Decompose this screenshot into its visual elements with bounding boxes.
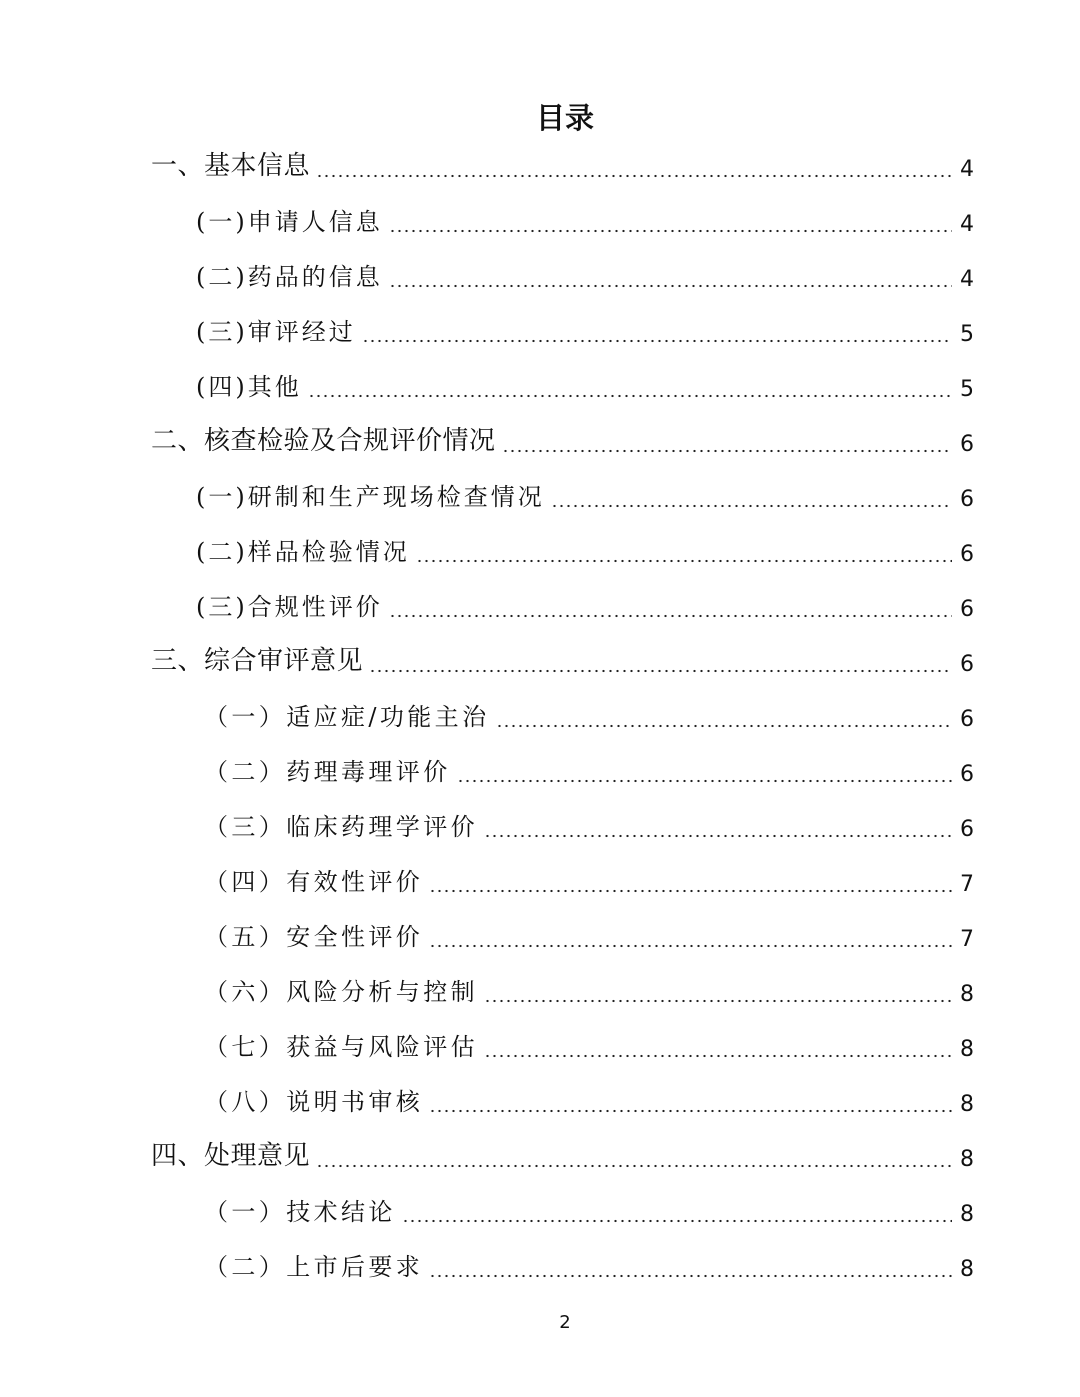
dot-leader — [457, 779, 952, 783]
toc-entry-label: （二）药理毒理评价 — [204, 758, 451, 786]
dot-leader — [362, 339, 952, 343]
toc-entry-page-number: 7 — [960, 872, 974, 897]
toc-entry-label: (一)申请人信息 — [196, 208, 383, 236]
toc-entry-page-number: 8 — [960, 1202, 974, 1227]
toc-entry-page-number: 5 — [960, 377, 974, 402]
toc-entry-label: （六）风险分析与控制 — [204, 978, 478, 1006]
page-number-footer: 2 — [559, 1312, 571, 1333]
toc-entry-page-number: 8 — [960, 982, 974, 1007]
toc-entry-subsection[interactable] — [0, 910, 1080, 964]
toc-entry-subsection[interactable] — [0, 1185, 1080, 1239]
toc-entry-page-number: 6 — [960, 762, 974, 787]
toc-entry-page-number: 6 — [960, 707, 974, 732]
dot-leader — [308, 394, 952, 398]
toc-entry-label: (四)其他 — [196, 373, 302, 401]
toc-entry-label: (三)合规性评价 — [196, 593, 383, 621]
toc-entry-subsection[interactable] — [0, 800, 1080, 854]
dot-leader — [496, 724, 953, 728]
toc-entry-page-number: 8 — [960, 1257, 974, 1282]
toc-entry-page-number: 4 — [960, 157, 974, 182]
dot-leader — [402, 1219, 952, 1223]
toc-entry-subsection[interactable] — [0, 250, 1080, 304]
dot-leader — [389, 229, 952, 233]
toc-entry-page-number: 4 — [960, 267, 974, 292]
toc-entry-section-4[interactable] — [0, 1130, 1080, 1184]
dot-leader — [484, 1054, 952, 1058]
toc-entry-label: 二、核查检验及合规评价情况 — [151, 426, 496, 456]
toc-entry-label: （四）有效性评价 — [204, 868, 424, 896]
toc-entry-label: (二)药品的信息 — [196, 263, 383, 291]
page-title: 目录 — [535, 101, 594, 135]
toc-entry-subsection[interactable] — [0, 195, 1080, 249]
toc-entry-page-number: 6 — [960, 597, 974, 622]
dot-leader — [389, 284, 952, 288]
toc-entry-page-number: 6 — [960, 432, 974, 457]
toc-entry-page-number: 5 — [960, 322, 974, 347]
toc-entry-section-1[interactable] — [0, 140, 1080, 194]
toc-entry-page-number: 6 — [960, 487, 974, 512]
toc-entry-label: （一）技术结论 — [204, 1198, 396, 1226]
toc-entry-label: （八）说明书审核 — [204, 1088, 424, 1116]
toc-entry-page-number: 4 — [960, 212, 974, 237]
toc-entry-page-number: 6 — [960, 817, 974, 842]
toc-entry-subsection[interactable] — [0, 1240, 1080, 1294]
toc-entry-section-3[interactable] — [0, 635, 1080, 689]
toc-entry-page-number: 8 — [960, 1092, 974, 1117]
dot-leader — [316, 174, 952, 178]
toc-entry-subsection[interactable] — [0, 470, 1080, 524]
dot-leader — [484, 834, 952, 838]
dot-leader — [502, 449, 952, 453]
toc-entry-label: （七）获益与风险评估 — [204, 1033, 478, 1061]
toc-entry-label: （五）安全性评价 — [204, 923, 424, 951]
toc-entry-page-number: 6 — [960, 542, 974, 567]
dot-leader — [551, 504, 952, 508]
toc-entry-subsection[interactable] — [0, 360, 1080, 414]
toc-entry-label: （三）临床药理学评价 — [204, 813, 478, 841]
toc-entry-label: (三)审评经过 — [196, 318, 356, 346]
toc-entry-subsection[interactable] — [0, 580, 1080, 634]
toc-entry-subsection[interactable] — [0, 525, 1080, 579]
toc-entry-label: (一)研制和生产现场检查情况 — [196, 483, 545, 511]
toc-entry-label: 四、处理意见 — [151, 1141, 311, 1171]
dot-leader — [429, 1274, 952, 1278]
toc-entry-label: （一）适应症/功能主治 — [204, 703, 490, 731]
dot-leader — [389, 614, 952, 618]
toc-entry-page-number: 8 — [960, 1037, 974, 1062]
toc-entry-subsection[interactable] — [0, 745, 1080, 799]
dot-leader — [429, 944, 952, 948]
toc-entry-subsection[interactable] — [0, 690, 1080, 744]
dot-leader — [484, 999, 952, 1003]
dot-leader — [369, 669, 952, 673]
toc-entry-subsection[interactable] — [0, 305, 1080, 359]
dot-leader — [316, 1164, 952, 1168]
toc-entry-page-number: 7 — [960, 927, 974, 952]
toc-entry-subsection[interactable] — [0, 1020, 1080, 1074]
toc-entry-label: 一、基本信息 — [151, 151, 311, 181]
dot-leader — [416, 559, 952, 563]
toc-entry-label: （二）上市后要求 — [204, 1253, 424, 1281]
toc-entry-page-number: 8 — [960, 1147, 974, 1172]
toc-entry-subsection[interactable] — [0, 855, 1080, 909]
toc-entry-page-number: 6 — [960, 652, 974, 677]
toc-entry-subsection[interactable] — [0, 1075, 1080, 1129]
toc-entry-label: 三、综合审评意见 — [151, 646, 364, 676]
dot-leader — [429, 889, 952, 893]
toc-entry-subsection[interactable] — [0, 965, 1080, 1019]
toc-entry-section-2[interactable] — [0, 415, 1080, 469]
toc-entry-label: (二)样品检验情况 — [196, 538, 410, 566]
dot-leader — [429, 1109, 952, 1113]
